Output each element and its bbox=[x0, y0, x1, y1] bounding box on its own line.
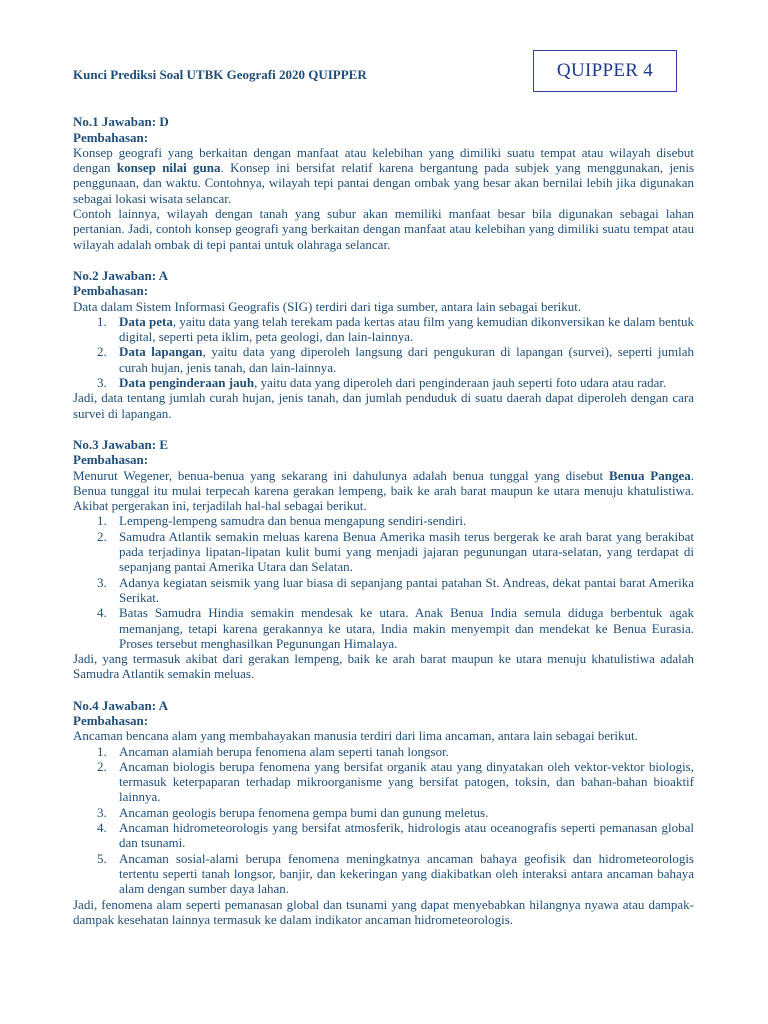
discussion-label: Pembahasan: bbox=[73, 129, 149, 145]
answer-section-3 bbox=[73, 437, 694, 682]
answer-section-4 bbox=[73, 698, 694, 927]
answer-section-1 bbox=[73, 114, 694, 252]
paragraph: Contoh lainnya, wilayah dengan tanah yang subur akan memiliki manfaat besar bila digunakan sebagai lahan pertanian. Jadi, contoh konsep geografi yang berkaitan dengan manfaat atau kelebihan yang dimiliki suatu tempat atau wilayah adalah ombak di tepi pantai untuk olahraga selancar. bbox=[73, 206, 694, 252]
list-item bbox=[97, 850, 694, 897]
list-item-text: , yaitu data yang telah terekam pada kertas atau film yang kemudian dikonversikan ke dalam bentuk digital, seperti peta iklim, peta geologi, dan lain-lainnya. bbox=[119, 313, 694, 345]
document-title: Kunci Prediksi Soal UTBK Geografi 2020 QUIPPER bbox=[73, 67, 367, 82]
numbered-list bbox=[73, 314, 694, 390]
list-number: 3. bbox=[97, 574, 107, 590]
list-item bbox=[97, 375, 694, 391]
bold-term: konsep nilai guna bbox=[116, 160, 221, 176]
answer-heading: No.2 Jawaban: A bbox=[73, 267, 168, 283]
list-item-text: Adanya kegiatan seismik yang luar biasa di sepanjang pantai patahan St. Andreas, dekat pantai barat Amerika Serikat. bbox=[119, 574, 694, 605]
list-item bbox=[97, 528, 694, 575]
list-number: 2. bbox=[97, 758, 107, 774]
paragraph bbox=[73, 145, 694, 206]
list-item bbox=[97, 605, 694, 651]
quipper-badge: QUIPPER 4 bbox=[533, 50, 677, 92]
list-item bbox=[97, 313, 694, 345]
list-number: 1. bbox=[97, 313, 107, 329]
answer-section-2 bbox=[73, 268, 694, 421]
list-item bbox=[97, 344, 694, 375]
paragraph-text: . Benua tunggal itu mulai terpecah karena gerakan lempeng, baik ke arah barat maupun ke utara menuju khatulistiwa. Akibat pergerakan ini, terjadilah hal-hal sebagai berikut. bbox=[73, 467, 695, 514]
bold-term: Data lapangan bbox=[119, 344, 203, 360]
paragraph-text: Menurut Wegener, benua-benua yang sekarang ini dahulunya adalah benua tunggal yang disebut bbox=[73, 467, 610, 483]
numbered-list bbox=[73, 513, 694, 651]
bold-term: Data peta bbox=[119, 313, 173, 329]
list-number: 4. bbox=[97, 605, 107, 621]
list-item bbox=[97, 804, 694, 820]
answer-heading: No.3 Jawaban: E bbox=[73, 436, 168, 452]
conclusion-paragraph: Jadi, data tentang jumlah curah hujan, jenis tanah, dan jumlah penduduk di suatu daerah dapat diperoleh dengan cara survei di lapangan. bbox=[73, 390, 694, 421]
list-item-text: Batas Samudra Hindia semakin mendesak ke utara. Anak Benua India semula diduga berbentuk agak memanjang, tetapi karena gerakannya ke utara, India makin menyempit dan mendekat ke Benua Eurasia. Proses tersebut menghasilkan Pegunungan Himalaya. bbox=[119, 605, 694, 651]
intro-paragraph: Data dalam Sistem Informasi Geografis (SIG) terdiri dari tiga sumber, antara lain sebagai berikut. bbox=[73, 298, 582, 314]
list-item bbox=[97, 820, 694, 851]
list-item-text: Ancaman sosial-alami berupa fenomena meningkatnya ancaman bahaya geofisik dan hidrometeorologis tertentu seperti tanah longsor, banjir, dan kekeringan yang diakibatkan oleh interaksi antara ancaman bahaya alam dengan sumber daya lahan. bbox=[119, 850, 694, 897]
list-number: 2. bbox=[97, 528, 107, 544]
bold-term: Benua Pangea bbox=[609, 467, 691, 483]
conclusion-paragraph: Jadi, yang termasuk akibat dari gerakan lempeng, baik ke arah barat maupun ke utara menuju khatulistiwa adalah Samudra Atlantik semakin meluas. bbox=[73, 651, 694, 682]
conclusion-paragraph: Jadi, fenomena alam seperti pemanasan global dan tsunami yang dapat menyebabkan hilangnya nyawa atau dampak-dampak kesehatan lainnya termasuk ke dalam indikator ancaman hidrometeorologis. bbox=[73, 896, 694, 927]
list-item bbox=[97, 743, 694, 759]
list-item-text: Ancaman hidrometeorologis yang bersifat atmosferik, hidrologis atau oceanografis seperti pemanasan global dan tsunami. bbox=[119, 820, 694, 851]
answer-heading: No.4 Jawaban: A bbox=[73, 697, 168, 713]
list-number: 2. bbox=[97, 344, 107, 360]
discussion-label: Pembahasan: bbox=[73, 283, 149, 299]
bold-term: Data penginderaan jauh bbox=[119, 375, 255, 391]
list-item-text: Ancaman alamiah berupa fenomena alam seperti tanah longsor. bbox=[119, 743, 449, 759]
list-item-text: Lempeng-lempeng samudra dan benua mengapung sendiri-sendiri. bbox=[119, 513, 467, 529]
list-number: 5. bbox=[97, 850, 107, 866]
list-item-text: , yaitu data yang diperoleh dari penginderaan jauh seperti foto udara atau radar. bbox=[254, 375, 667, 391]
list-item-text: Ancaman biologis berupa fenomena yang bersifat organik atau yang dinyatakan oleh vektor-vektor biologis, termasuk keterpaparan terhadap mikroorganisme yang bersifat patogen, toksin, dan bahan-bahan bioaktif lainnya. bbox=[119, 758, 694, 805]
list-item bbox=[97, 513, 694, 529]
list-item bbox=[97, 574, 694, 606]
answer-heading: No.1 Jawaban: D bbox=[73, 114, 169, 130]
numbered-list bbox=[73, 744, 694, 897]
discussion-label: Pembahasan: bbox=[73, 712, 149, 728]
list-number: 3. bbox=[97, 804, 107, 820]
list-item bbox=[97, 758, 694, 805]
intro-paragraph: Ancaman bencana alam yang membahayakan manusia terdiri dari lima ancaman, antara lain sebagai berikut. bbox=[73, 728, 638, 744]
list-item-text: , yaitu data yang diperoleh langsung dari pengukuran di lapangan (survei), seperti jumlah curah hujan, jenis tanah, dan lain-lainnya. bbox=[119, 344, 694, 375]
paragraph-text: . Konsep ini bersifat relatif karena bergantung pada subjek yang menggunakan, jenis penggunaan, dan waktu. Contohnya, wilayah tepi pantai dengan ombak yang besar akan bernilai lebih jika digunakan sebagai lokasi wisata selancar. bbox=[73, 160, 694, 206]
list-item-text: Samudra Atlantik semakin meluas karena Benua Amerika masih terus bergerak ke arah barat yang berakibat pada terjadinya lipatan-lipatan kulit bumi yang menjadi jajaran pegunungan utara-selatan, yang terdapat di sepanjang pantai Amerika Utara dan Selatan. bbox=[119, 528, 694, 575]
list-number: 1. bbox=[97, 743, 107, 759]
paragraph bbox=[73, 468, 694, 514]
document-body bbox=[73, 67, 694, 927]
list-item-text: Ancaman geologis berupa fenomena gempa bumi dan gunung meletus. bbox=[119, 804, 489, 820]
discussion-label: Pembahasan: bbox=[73, 452, 149, 468]
list-number: 3. bbox=[97, 375, 107, 391]
paragraph-text: Konsep geografi yang berkaitan dengan manfaat atau kelebihan yang dimiliki suatu tempat atau wilayah disebut dengan bbox=[73, 144, 694, 176]
list-number: 4. bbox=[97, 820, 107, 836]
list-number: 1. bbox=[97, 513, 107, 529]
